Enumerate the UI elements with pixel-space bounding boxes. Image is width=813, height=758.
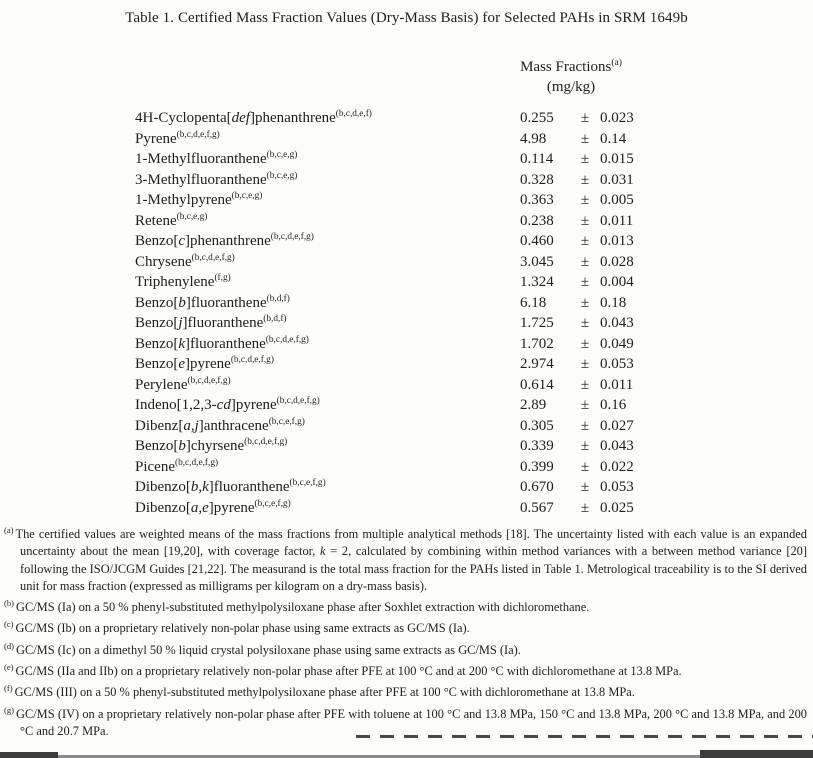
- compound-name: Dibenzo[a,e]pyrene$^{(b,c,e,f,g)}$: [135, 498, 291, 516]
- footnote: $^{(f)}$ GC/MS (III) on a 50 % phenyl-substituted methylpolysiloxane phase after PFE at 100 °C with dichloromethane at 13.8 MPa.: [4, 683, 635, 700]
- plus-minus-symbol: ±: [580, 417, 590, 434]
- table-row: [0, 212, 813, 233]
- uncertainty-value: 0.004: [600, 274, 634, 290]
- compound-name: 1-Methylfluoranthene$^{(b,c,e,g)}$: [135, 150, 298, 167]
- compound-name: Chrysene$^{(b,c,d,e,f,g)}$: [135, 252, 235, 270]
- footnote-refs: (b,d,f): [263, 314, 287, 324]
- uncertainty-value: 0.18: [600, 294, 627, 311]
- plus-minus-symbol: ±: [580, 233, 590, 249]
- compound-name: 1-Methylpyrene$^{(b,c,e,g)}$: [135, 191, 263, 208]
- plus-minus-symbol: ±: [580, 171, 590, 188]
- mass-fraction-value: 0.567: [520, 499, 554, 516]
- mass-fraction-value: 1.324: [520, 274, 554, 290]
- compound-name: Benzo[b]fluoranthene$^{(b,d,f)}$: [135, 293, 290, 311]
- table-row: [0, 171, 813, 192]
- footnote-refs: (b,c,d,e,f,g): [187, 375, 231, 386]
- table-row: [0, 191, 813, 212]
- plus-minus-symbol: ±: [580, 110, 590, 126]
- mass-fraction-value: 0.614: [520, 376, 554, 393]
- table-row: [0, 417, 813, 438]
- scan-artifact: [700, 750, 813, 758]
- compound-name: Indeno[1,2,3-cd]pyrene$^{(b,c,d,e,f,g)}$: [135, 396, 320, 413]
- plus-minus-symbol: ±: [580, 212, 590, 229]
- mass-fraction-value: 0.460: [520, 233, 554, 249]
- compound-name: Picene$^{(b,c,d,e,f,g)}$: [135, 457, 219, 475]
- uncertainty-value: 0.031: [600, 171, 634, 188]
- plus-minus-symbol: ±: [580, 438, 590, 454]
- footnote-refs: (b,c,d,e,f,g): [244, 437, 288, 447]
- compound-name: Benzo[b]chyrsene$^{(b,c,d,e,f,g)}$: [135, 437, 288, 454]
- compound-name: Perylene$^{(b,c,d,e,f,g)}$: [135, 375, 231, 393]
- uncertainty-value: 0.027: [600, 417, 634, 434]
- mass-fraction-value: 0.305: [520, 417, 554, 434]
- mass-fraction-value: 0.255: [520, 110, 554, 126]
- uncertainty-value: 0.011: [600, 212, 634, 229]
- compound-name: Triphenylene$^{(f,g)}$: [135, 273, 231, 290]
- scan-artifact: [356, 735, 813, 738]
- table-row: [0, 294, 813, 315]
- plus-minus-symbol: ±: [580, 458, 590, 475]
- footnote-refs: (b,c,d,e,f,g): [174, 457, 219, 468]
- mass-fraction-value: 6.18: [520, 294, 547, 311]
- column-header-units: (mg/kg): [546, 79, 596, 95]
- compound-name: 3-Methylfluoranthene$^{(b,c,e,g)}$: [135, 170, 298, 188]
- plus-minus-symbol: ±: [580, 294, 590, 311]
- mass-fraction-value: 0.238: [520, 212, 554, 229]
- table-row: [0, 499, 813, 520]
- table-row: [0, 130, 813, 151]
- footnote: $^{(a)}$ The certified values are weighted means of the mass fractions from multiple analytical methods [18]. The uncertainty listed with each value is an expanded uncertainty about the mean [19,20], with coverage factor, k = 2, calculated by combining within method variances with a between method variance [20] following the ISO/JCGM Guides [21,22]. The measurand is the total mass fraction for the PAHs listed in Table 1. Metrological traceability is to the SI derived unit for mass fraction (expressed as milligrams per kilogram on a dry-mass basis).: [4, 525, 807, 593]
- uncertainty-value: 0.025: [600, 499, 634, 516]
- uncertainty-value: 0.011: [600, 376, 634, 393]
- uncertainty-value: 0.023: [600, 110, 634, 126]
- pah-table-body: [0, 109, 813, 519]
- table-row: [0, 478, 813, 499]
- footnote-refs: (b,c,e,f,g): [254, 498, 291, 509]
- mass-fraction-value: 0.363: [520, 192, 554, 208]
- plus-minus-symbol: ±: [580, 356, 590, 372]
- mass-fraction-value: 0.114: [520, 151, 554, 167]
- table-row: [0, 335, 813, 356]
- footnote-marker: (g): [4, 704, 15, 715]
- compound-name: Benzo[k]fluoranthene$^{(b,c,d,e,f,g)}$: [135, 334, 309, 352]
- mass-fraction-value: 0.328: [520, 171, 554, 188]
- mass-fraction-value: 0.670: [520, 479, 554, 495]
- footnote-refs: (b,d,f): [266, 293, 290, 304]
- footnote-refs: (b,c,d,e,f,g): [265, 334, 309, 345]
- compound-name: Retene$^{(b,c,e,g)}$: [135, 211, 208, 229]
- plus-minus-symbol: ±: [580, 253, 590, 270]
- table-row: [0, 314, 813, 335]
- table-row: [0, 232, 813, 253]
- footnote-refs: (b,c,d,e,f,g): [276, 396, 320, 406]
- mass-fraction-value: 1.725: [520, 315, 554, 331]
- footnotes-block: [4, 522, 807, 740]
- compound-name: Dibenzo[b,k]fluoranthene$^{(b,c,e,f,g)}$: [135, 478, 326, 495]
- footnote-refs: (b,c,d,e,f,g): [230, 355, 274, 365]
- footnote-refs: (b,c,d,e,f,g): [191, 252, 235, 263]
- compound-name: 4H-Cyclopenta[def]phenanthrene$^{(b,c,d,e,f)}$: [135, 109, 372, 126]
- mass-fraction-value: 0.399: [520, 458, 554, 475]
- plus-minus-symbol: ±: [580, 479, 590, 495]
- plus-minus-symbol: ±: [580, 130, 590, 147]
- plus-minus-symbol: ±: [580, 274, 590, 290]
- plus-minus-symbol: ±: [580, 192, 590, 208]
- table-row: [0, 253, 813, 274]
- footnote-refs: (b,c,d,e,f,g): [176, 129, 220, 140]
- footnote-refs: (f,g): [214, 273, 231, 283]
- table-row: [0, 376, 813, 397]
- uncertainty-value: 0.053: [600, 479, 634, 495]
- uncertainty-value: 0.16: [600, 397, 627, 413]
- footnote: $^{(g)}$ GC/MS (IV) on a proprietary relatively non-polar phase after PFE with toluene at 100 °C and 13.8 MPa, 150 °C and 13.8 MPa, 200 °C and 13.8 MPa, and 200 °C and 20.7 MPa.: [4, 704, 807, 738]
- mass-fraction-value: 1.702: [520, 335, 554, 352]
- column-header-line1: Mass Fractions$^{(a)}$: [520, 58, 622, 75]
- scan-artifact: [0, 752, 58, 758]
- plus-minus-symbol: ±: [580, 151, 590, 167]
- footnote-refs: (b,c,e,g): [266, 150, 298, 160]
- uncertainty-value: 0.015: [600, 151, 634, 167]
- footnote-refs: (b,c,e,g): [176, 211, 208, 222]
- footnote-refs: (b,c,e,g): [266, 170, 298, 181]
- footnote: $^{(c)}$ GC/MS (Ib) on a proprietary relatively non-polar phase using same extracts as GC/MS (Ia).: [4, 619, 470, 636]
- uncertainty-value: 0.043: [600, 438, 634, 454]
- footnote-refs: (b,c,e,g): [231, 191, 263, 201]
- mass-fraction-value: 3.045: [520, 253, 554, 270]
- mass-fractions-column-header: [486, 53, 656, 97]
- plus-minus-symbol: ±: [580, 335, 590, 352]
- table-row: [0, 458, 813, 479]
- plus-minus-symbol: ±: [580, 376, 590, 393]
- footnote-marker: (e): [4, 661, 14, 672]
- uncertainty-value: 0.049: [600, 335, 634, 352]
- plus-minus-symbol: ±: [580, 315, 590, 331]
- footnote: $^{(e)}$ GC/MS (IIa and IIb) on a proprietary relatively non-polar phase after PFE at 100 °C and at 200 °C with dichloromethane at 13.8 MPa.: [4, 661, 682, 679]
- table-row: [0, 109, 813, 130]
- footnote-refs: (b,c,e,f,g): [268, 416, 305, 427]
- mass-fraction-value: 2.89: [520, 397, 547, 413]
- compound-name: Benzo[j]fluoranthene$^{(b,d,f)}$: [135, 314, 287, 331]
- footnote-marker: (d): [4, 640, 15, 651]
- uncertainty-value: 0.013: [600, 233, 634, 249]
- uncertainty-value: 0.005: [600, 192, 634, 208]
- footnote-marker: (c): [4, 619, 14, 630]
- footnote-refs: (b,c,e,f,g): [289, 478, 326, 488]
- table-row: [0, 150, 813, 171]
- mass-fraction-value: 4.98: [520, 130, 547, 147]
- compound-name: Dibenz[a,j]anthracene$^{(b,c,e,f,g)}$: [135, 416, 305, 434]
- footnote-marker: (b): [4, 597, 15, 608]
- footnote: $^{(b)}$ GC/MS (Ia) on a 50 % phenyl-substituted methylpolysiloxane phase after Soxhlet extraction with dichloromethane.: [4, 597, 590, 615]
- uncertainty-value: 0.022: [600, 458, 634, 475]
- footnote-refs: (b,c,d,e,f): [335, 109, 372, 119]
- footnote: $^{(d)}$ GC/MS (Ic) on a dimethyl 50 % liquid crystal polysiloxane phase using same extracts as GC/MS (Ia).: [4, 640, 521, 657]
- uncertainty-value: 0.043: [600, 315, 634, 331]
- table-title: Table 1. Certified Mass Fraction Values (Dry-Mass Basis) for Selected PAHs in SRM 1649b: [125, 10, 688, 26]
- plus-minus-symbol: ±: [580, 499, 590, 516]
- table-row: [0, 355, 813, 376]
- mass-fraction-value: 2.974: [520, 356, 554, 372]
- mass-fraction-value: 0.339: [520, 438, 554, 454]
- plus-minus-symbol: ±: [580, 397, 590, 413]
- table-row: [0, 437, 813, 458]
- uncertainty-value: 0.14: [600, 130, 627, 147]
- table-row: [0, 273, 813, 294]
- footnote-marker: (f): [4, 683, 13, 694]
- table-row: [0, 396, 813, 417]
- compound-name: Benzo[c]phenanthrene$^{(b,c,d,e,f,g)}$: [135, 232, 314, 249]
- compound-name: Benzo[e]pyrene$^{(b,c,d,e,f,g)}$: [135, 355, 274, 372]
- footnote-marker: (a): [4, 525, 14, 535]
- footnote-refs: (b,c,d,e,f,g): [270, 232, 314, 242]
- compound-name: Pyrene$^{(b,c,d,e,f,g)}$: [135, 129, 220, 147]
- uncertainty-value: 0.053: [600, 356, 634, 372]
- footnote-ref-a: (a): [611, 58, 622, 68]
- uncertainty-value: 0.028: [600, 253, 634, 270]
